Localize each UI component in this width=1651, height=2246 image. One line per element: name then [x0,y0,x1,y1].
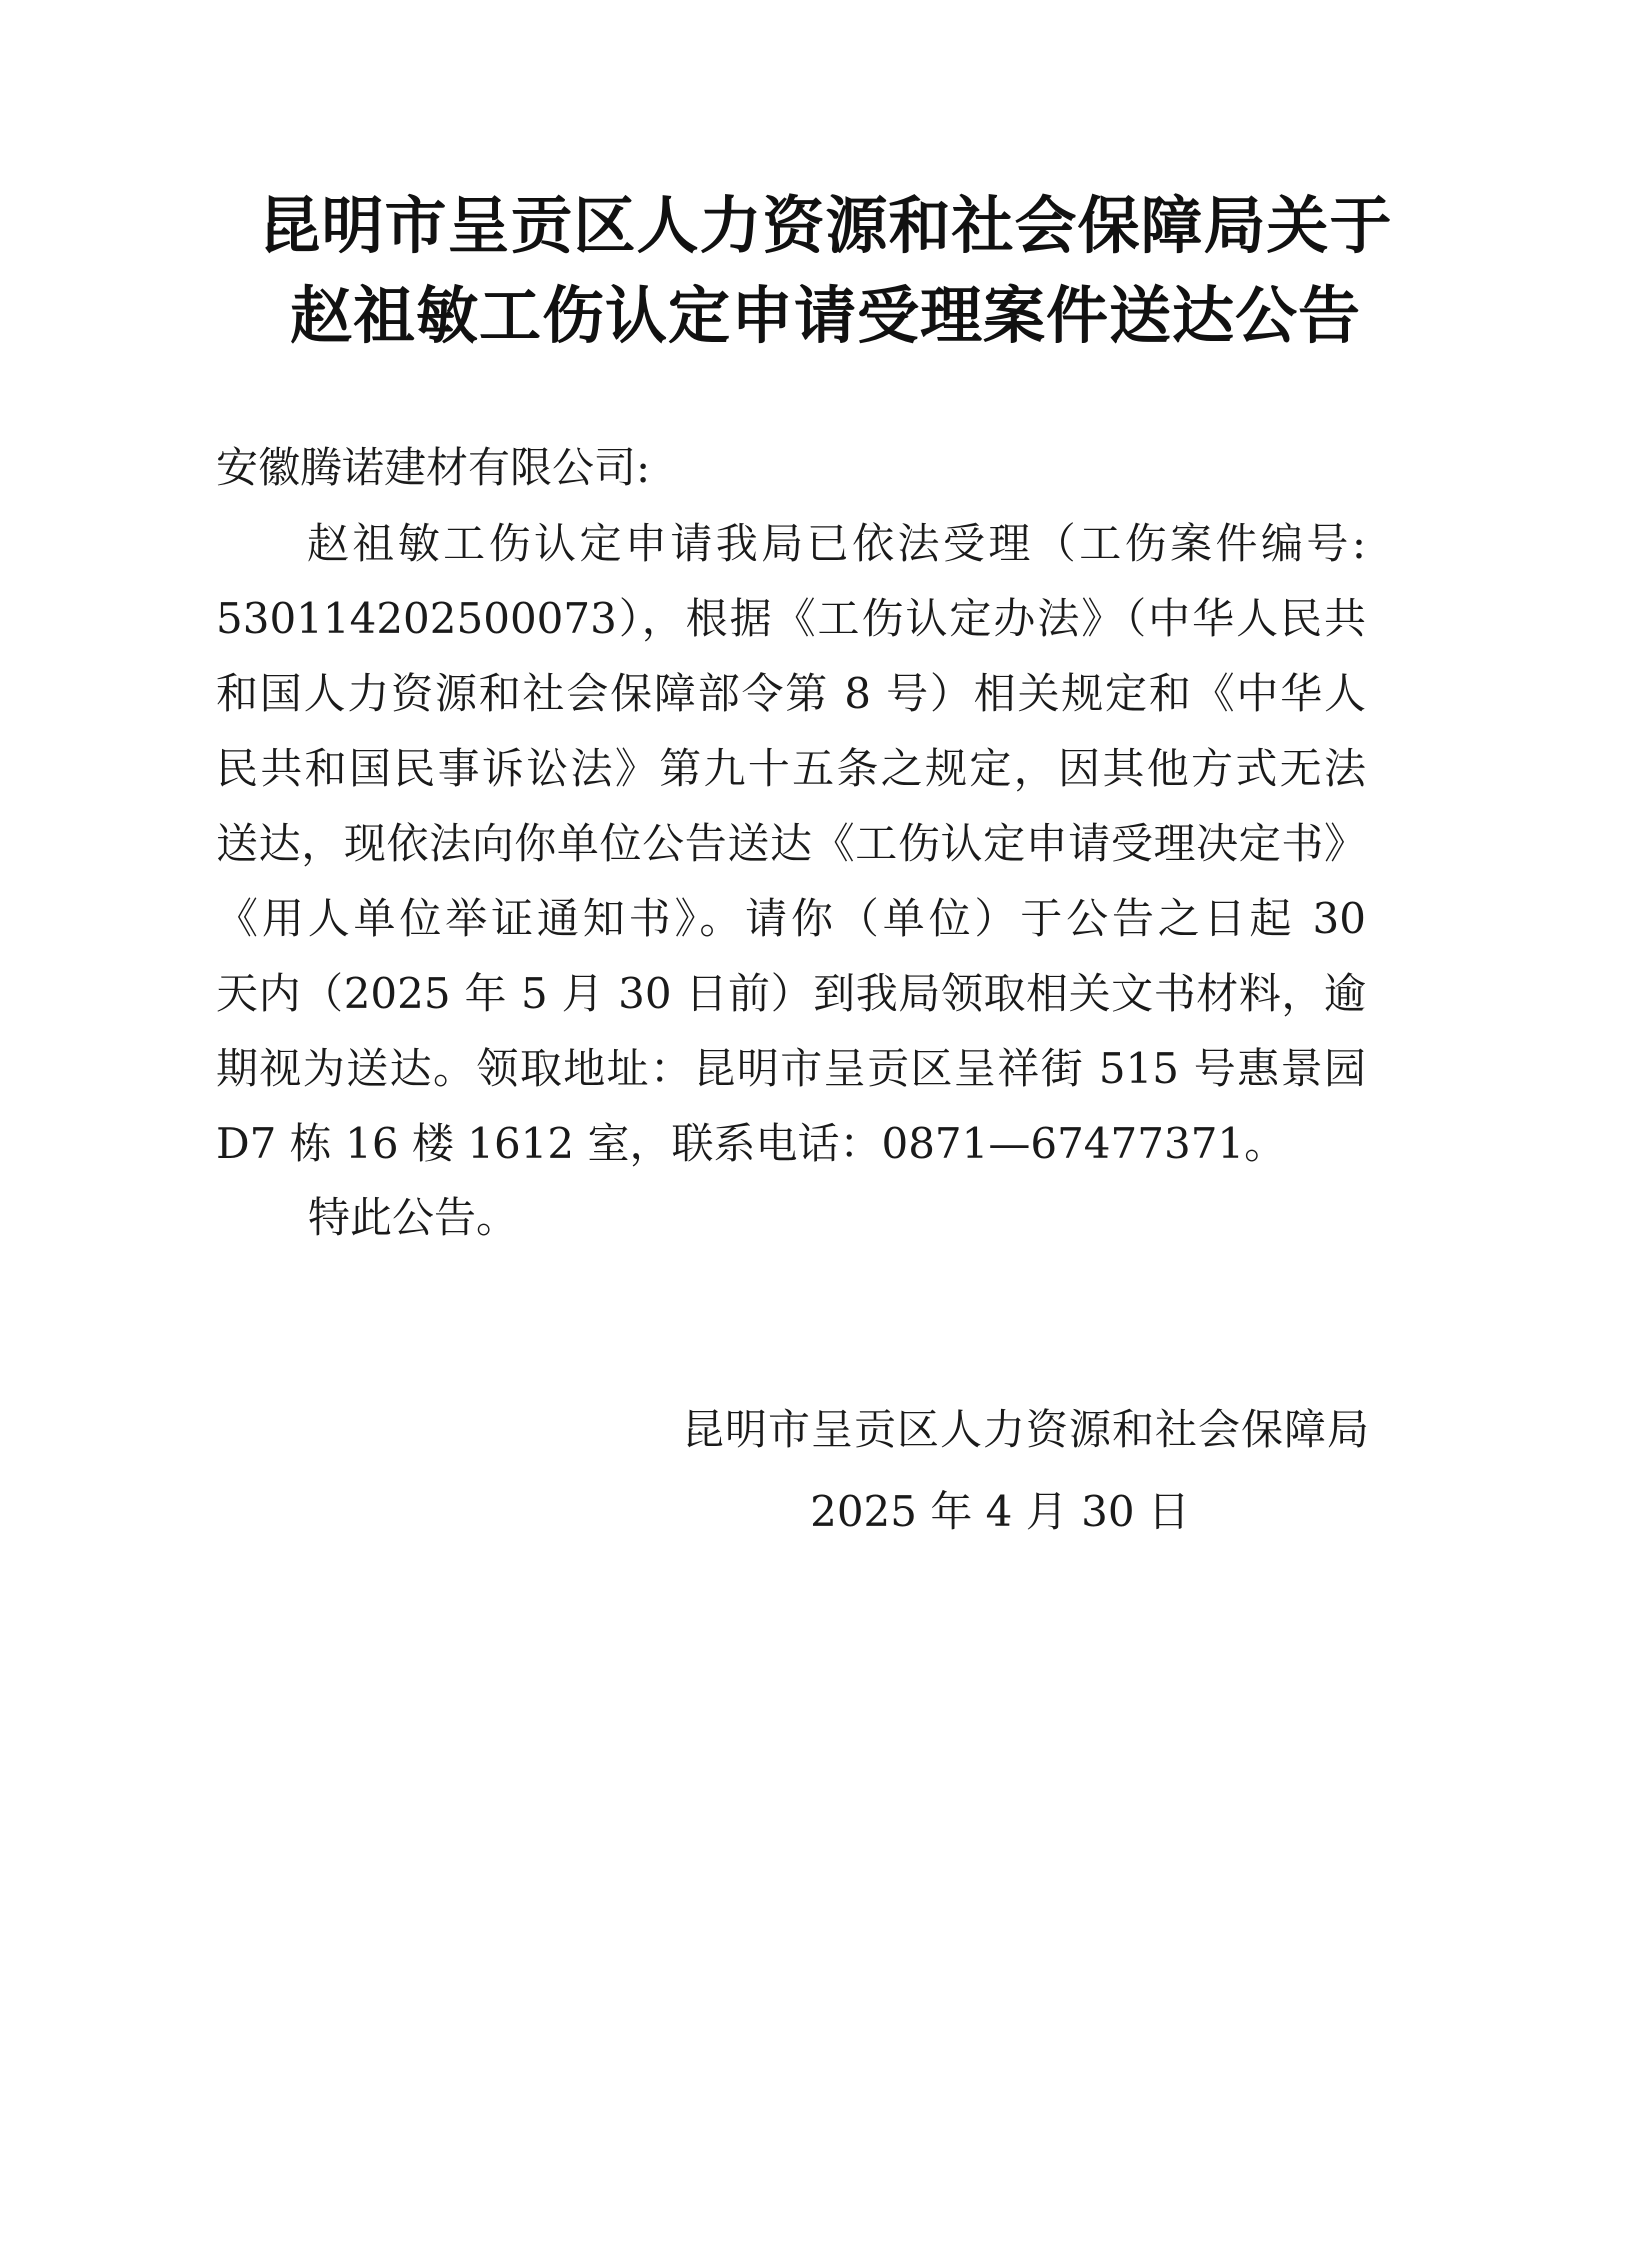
salutation: 安徽腾诺建材有限公司: [216,443,651,492]
closing-statement: 特此公告。 [308,1193,519,1242]
body-line: 《用人单位举证通知书》。请你（单位）于公告之日起 30 [216,894,1366,943]
signature-date: 2025 年 4 月 30 日 [810,1487,1190,1536]
document-title-line-2: 赵祖敏工伤认定申请受理案件送达公告 [289,279,1361,352]
signature-organization: 昆明市呈贡区人力资源和社会保障局 [681,1405,1370,1454]
document-title-line-1: 昆明市呈贡区人力资源和社会保障局关于 [258,189,1393,262]
body-line: 送达，现依法向你单位公告送达《工伤认定申请受理决定书》 [216,819,1366,868]
body-line: 和国人力资源和社会保障部令第 8 号）相关规定和《中华人 [216,669,1366,718]
body-line: 530114202500073），根据《工伤认定办法》（中华人民共 [216,594,1366,643]
body-line: 民共和国民事诉讼法》第九十五条之规定，因其他方式无法 [216,744,1366,793]
body-line: D7 栋 16 楼 1612 室，联系电话：0871—67477371。 [216,1119,1287,1168]
body-line: 赵祖敏工伤认定申请我局已依法受理（工伤案件编号: [216,519,1366,568]
body-line: 期视为送达。领取地址：昆明市呈贡区呈祥街 515 号惠景园 [216,1044,1366,1093]
body-line: 天内（2025 年 5 月 30 日前）到我局领取相关文书材料，逾 [216,969,1366,1018]
